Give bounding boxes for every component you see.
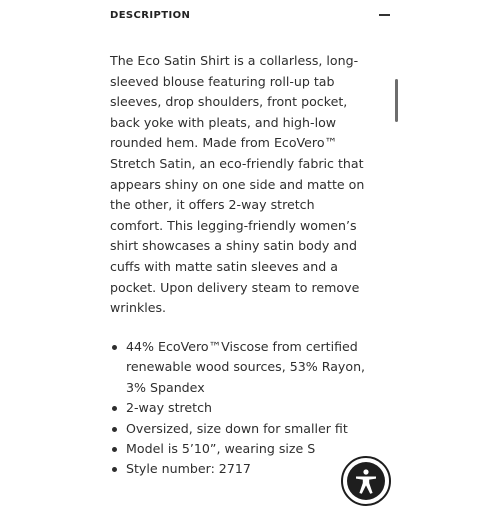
scrollbar-thumb[interactable] (395, 79, 398, 122)
bullet-icon (112, 345, 117, 350)
list-item (110, 419, 392, 439)
list-item (110, 337, 392, 398)
list-item (110, 439, 392, 459)
feature-list (110, 337, 392, 480)
feature-text: 44% EcoVero™Viscose from certified renewable wood sources, 53% Rayon, 3% Spandex (126, 339, 366, 395)
feature-text: Style number: 2717 (126, 461, 251, 477)
minus-icon[interactable] (378, 9, 390, 21)
feature-text: 2-way stretch (126, 400, 213, 416)
accessibility-icon (347, 462, 385, 500)
bullet-icon (112, 406, 117, 411)
accessibility-button[interactable] (341, 456, 391, 506)
description-accordion-header[interactable] (110, 5, 390, 25)
product-description: The Eco Satin Shirt is a collarless, long- sleeved blouse featuring roll-up tab sleeves, drop shoulders, front pocket, back yoke with pleats, and high-low rounded hem. Made from EcoVero™ Stretch Satin, an eco-friendly fabric that appears shiny on one side and matte on the other, it offers 2-way stretch comfort. This legging-friendly women’s shirt showcases a shiny satin body and cuffs with matte satin sleeves and a pocket. Upon delivery steam to remove wrinkles. (110, 53, 365, 316)
list-item (110, 398, 392, 418)
bullet-icon (112, 447, 117, 452)
bullet-icon (112, 467, 117, 472)
feature-text: Model is 5’10”, wearing size S (126, 441, 316, 457)
section-title: DESCRIPTION (110, 9, 191, 21)
bullet-icon (112, 427, 117, 432)
feature-text: Oversized, size down for smaller fit (126, 420, 348, 436)
